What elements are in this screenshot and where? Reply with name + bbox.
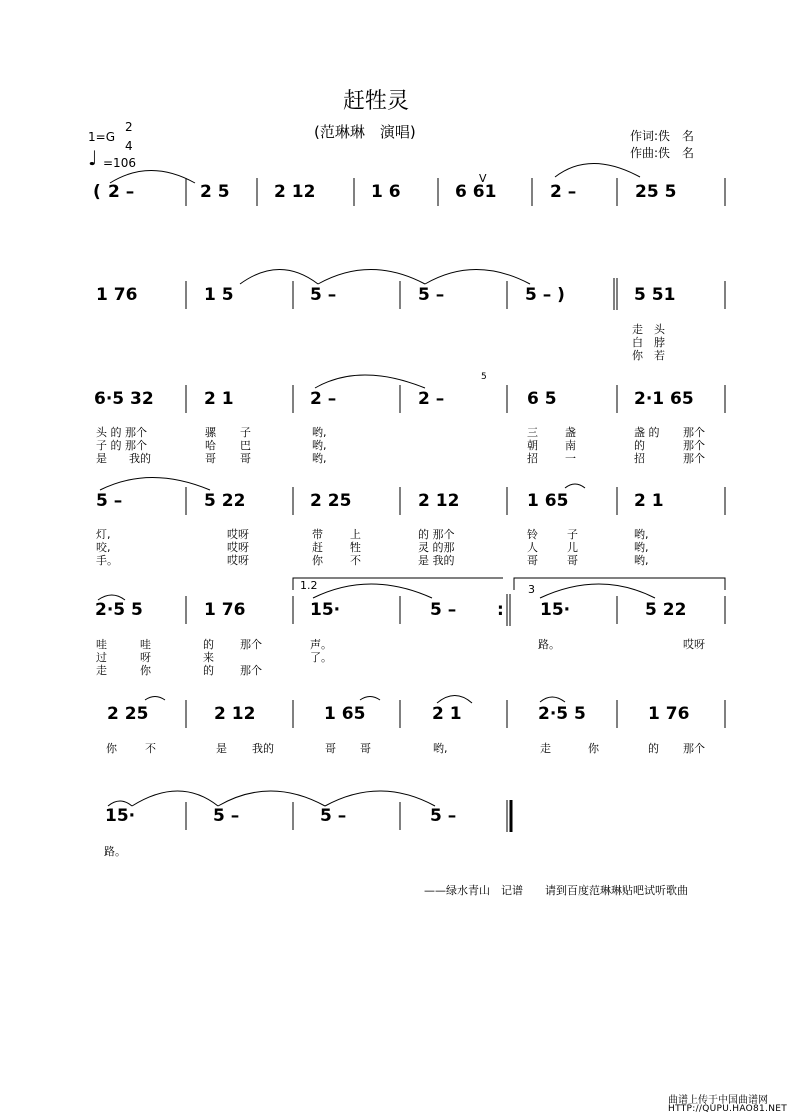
row3-l3-g: 招 (634, 452, 645, 465)
row5-l1-g: 哎呀 (683, 638, 705, 651)
row5-l3-c: 的 (203, 664, 214, 677)
row4-l3-b: 哎呀 (227, 554, 249, 567)
row7-measure-4: 5 – (430, 806, 457, 826)
row2-measure-3: 5 – (310, 285, 337, 305)
row7-measure-1: 15· (105, 806, 136, 826)
row2-measure-5: 5 – ) (525, 285, 565, 305)
row5-measure-3: 15· (310, 600, 341, 620)
row2-lyric-2: 白 脖 (632, 336, 665, 349)
row4-l2-f: 人 (527, 541, 538, 554)
quarter-note-icon: ♩ (88, 146, 98, 170)
row7-lyric: 路。 (104, 845, 126, 858)
row5-l1-a: 哇 (96, 638, 107, 651)
row4-l1-a: 灯, (96, 528, 111, 541)
song-subtitle: (范琳琳 演唱) (314, 123, 416, 141)
time-signature-top: 2 (125, 120, 133, 134)
row1-measure-1: 2 – (108, 182, 135, 202)
watermark-line-1: 曲谱上传于中国曲谱网 (668, 1095, 768, 1106)
breath-mark: V (479, 172, 487, 185)
row5-l3-a: 走 (96, 664, 107, 677)
row3-measure-2: 2 1 (204, 389, 234, 409)
row3-measure-5: 6 5 (527, 389, 557, 409)
row3-l1-a: 头 的 那个 (96, 426, 147, 439)
row5-measure-2: 1 76 (204, 600, 246, 620)
row1-open-paren: ( (93, 182, 101, 202)
row7-measure-3: 5 – (320, 806, 347, 826)
row3-measure-3: 2 – (310, 389, 337, 409)
row3-slurs (315, 375, 425, 388)
row6-l-f: 哥 (360, 742, 371, 755)
row4-l3-g: 哥 (567, 554, 578, 567)
row2-slurs (240, 270, 530, 285)
row6-measure-5: 2·5 5 (538, 704, 586, 724)
row4-l2-d: 牲 (350, 541, 361, 554)
row4-l1-c: 带 (312, 528, 323, 541)
grace-note: 5 (481, 372, 487, 382)
volta-1-2-label: 1.2 (300, 579, 318, 592)
row3-l2-g: 的 (634, 439, 645, 452)
row5-l2-d: 了。 (310, 651, 332, 664)
row4-measure-3: 2 25 (310, 491, 352, 511)
row2-measure-6: 5 51 (634, 285, 676, 305)
row4-l2-h: 哟, (634, 541, 649, 554)
row4-measure-2: 5 22 (204, 491, 246, 511)
row4-l2-b: 哎呀 (227, 541, 249, 554)
row3-l1-e: 三 (527, 426, 538, 439)
transcriber-credit: ——绿水青山 记谱 请到百度范琳琳贴吧试听歌曲 (424, 884, 688, 897)
row5-l1-d: 那个 (240, 638, 262, 651)
row1-measure-4: 1 6 (371, 182, 401, 202)
row3-l2-c: 巴 (240, 439, 251, 452)
row3-l2-f: 南 (565, 439, 576, 452)
row4-l1-g: 子 (567, 528, 578, 541)
key-signature: 1=G (88, 130, 115, 144)
row6-l-k: 那个 (683, 742, 705, 755)
volta-3-label: 3 (528, 583, 535, 596)
row3-measure-4: 2 – (418, 389, 445, 409)
row3-l2-e: 朝 (527, 439, 538, 452)
row6-l-g: 哟, (433, 742, 448, 755)
row5-l1-e: 声。 (310, 638, 332, 651)
row4-l1-b: 哎呀 (227, 528, 249, 541)
row1-slurs (110, 164, 640, 184)
row3-l3-h: 那个 (683, 452, 705, 465)
row5-l2-b: 呀 (140, 651, 151, 664)
watermark-line-2: HTTP://QUPU.HAO81.NET (668, 1104, 788, 1114)
row4-l1-f: 铃 (527, 528, 538, 541)
row3-l1-h: 那个 (683, 426, 705, 439)
row6-l-a: 你 (106, 742, 117, 755)
row5-measure-4: 5 – (430, 600, 457, 620)
volta-brackets (293, 578, 725, 590)
row5-l1-c: 的 (203, 638, 214, 651)
row3-l2-b: 哈 (205, 439, 216, 452)
row3-l3-c: 哥 (240, 452, 251, 465)
tempo-marking: =106 (103, 156, 136, 170)
row4-l3-c: 你 (312, 554, 323, 567)
row6-l-c: 是 (216, 742, 227, 755)
row6-l-i: 你 (588, 742, 599, 755)
composer-credit: 作曲:佚 名 (630, 146, 695, 160)
row3-l2-a: 子 的 那个 (96, 439, 147, 452)
row4-l2-e: 灵 的那 (418, 541, 455, 554)
row3-l2-d: 哟, (312, 439, 327, 452)
row3-l3-e: 招 (527, 452, 538, 465)
row6-measure-1: 2 25 (107, 704, 149, 724)
row5-l3-b: 你 (140, 664, 151, 677)
repeat-end-dots: : (497, 600, 504, 620)
row2-measure-2: 1 5 (204, 285, 234, 305)
row4-l1-e: 的 那个 (418, 528, 455, 541)
row2-measure-4: 5 – (418, 285, 445, 305)
row6-measure-6: 1 76 (648, 704, 690, 724)
row5-l1-f: 路。 (538, 638, 560, 651)
time-signature-bottom: 4 (125, 139, 133, 153)
row5-l3-d: 那个 (240, 664, 262, 677)
row5-measure-6: 5 22 (645, 600, 687, 620)
row4-measure-4: 2 12 (418, 491, 460, 511)
row2-lyric-1: 走 头 (632, 323, 665, 336)
row1-measure-5: 6 61 (455, 182, 497, 202)
row6-l-j: 的 (648, 742, 659, 755)
row4-l3-e: 是 我的 (418, 554, 455, 567)
row6-l-b: 不 (145, 742, 156, 755)
row3-l2-h: 那个 (683, 439, 705, 452)
row4-l2-g: 儿 (567, 541, 578, 554)
row3-l3-d: 哟, (312, 452, 327, 465)
row6-l-d: 我的 (252, 742, 274, 755)
row7-slurs (108, 791, 435, 806)
lyricist-credit: 作词:佚 名 (630, 129, 695, 143)
row1-measure-6: 2 – (550, 182, 577, 202)
row7-measure-2: 5 – (213, 806, 240, 826)
row1-measure-2: 2 5 (200, 182, 230, 202)
row6-measure-4: 2 1 (432, 704, 462, 724)
row4-l1-h: 哟, (634, 528, 649, 541)
row6-slurs (145, 696, 565, 704)
row4-l1-d: 上 (350, 528, 361, 541)
row4-l2-c: 赶 (312, 541, 323, 554)
row1-measure-7: 25 5 (635, 182, 677, 202)
song-title: 赶牲灵 (343, 89, 410, 114)
row3-measure-1: 6·5 32 (94, 389, 154, 409)
row3-l1-d: 哟, (312, 426, 327, 439)
row5-slurs (98, 584, 655, 600)
row3-l3-a: 是 我的 (96, 452, 151, 465)
row6-l-e: 哥 (325, 742, 336, 755)
row5-measure-1: 2·5 5 (95, 600, 143, 620)
row5-l2-a: 过 (96, 651, 107, 664)
row6-measure-3: 1 65 (324, 704, 366, 724)
row6-measure-2: 2 12 (214, 704, 256, 724)
row5-l1-b: 哇 (140, 638, 151, 651)
row3-l1-c: 子 (240, 426, 251, 439)
row3-l1-g: 盏 的 (634, 426, 660, 439)
row3-l3-f: 一 (565, 452, 576, 465)
row4-l3-d: 不 (350, 554, 361, 567)
row4-l3-f: 哥 (527, 554, 538, 567)
row2-lyric-3: 你 若 (632, 349, 665, 362)
row3-measure-6: 2·1 65 (634, 389, 694, 409)
row5-l2-c: 来 (203, 651, 214, 664)
row4-l3-h: 哟, (634, 554, 649, 567)
row1-measure-3: 2 12 (274, 182, 316, 202)
row3-l3-b: 哥 (205, 452, 216, 465)
row4-l3-a: 手。 (96, 554, 118, 567)
row4-measure-1: 5 – (96, 491, 123, 511)
row4-l2-a: 咬, (96, 541, 111, 554)
row2-measure-1: 1 76 (96, 285, 138, 305)
row5-measure-5: 15· (540, 600, 571, 620)
row3-l1-b: 骡 (205, 426, 216, 439)
row4-measure-6: 2 1 (634, 491, 664, 511)
row4-measure-5: 1 65 (527, 491, 569, 511)
row4-slurs (100, 478, 585, 491)
row6-l-h: 走 (540, 742, 551, 755)
row3-l1-f: 盏 (565, 426, 576, 439)
